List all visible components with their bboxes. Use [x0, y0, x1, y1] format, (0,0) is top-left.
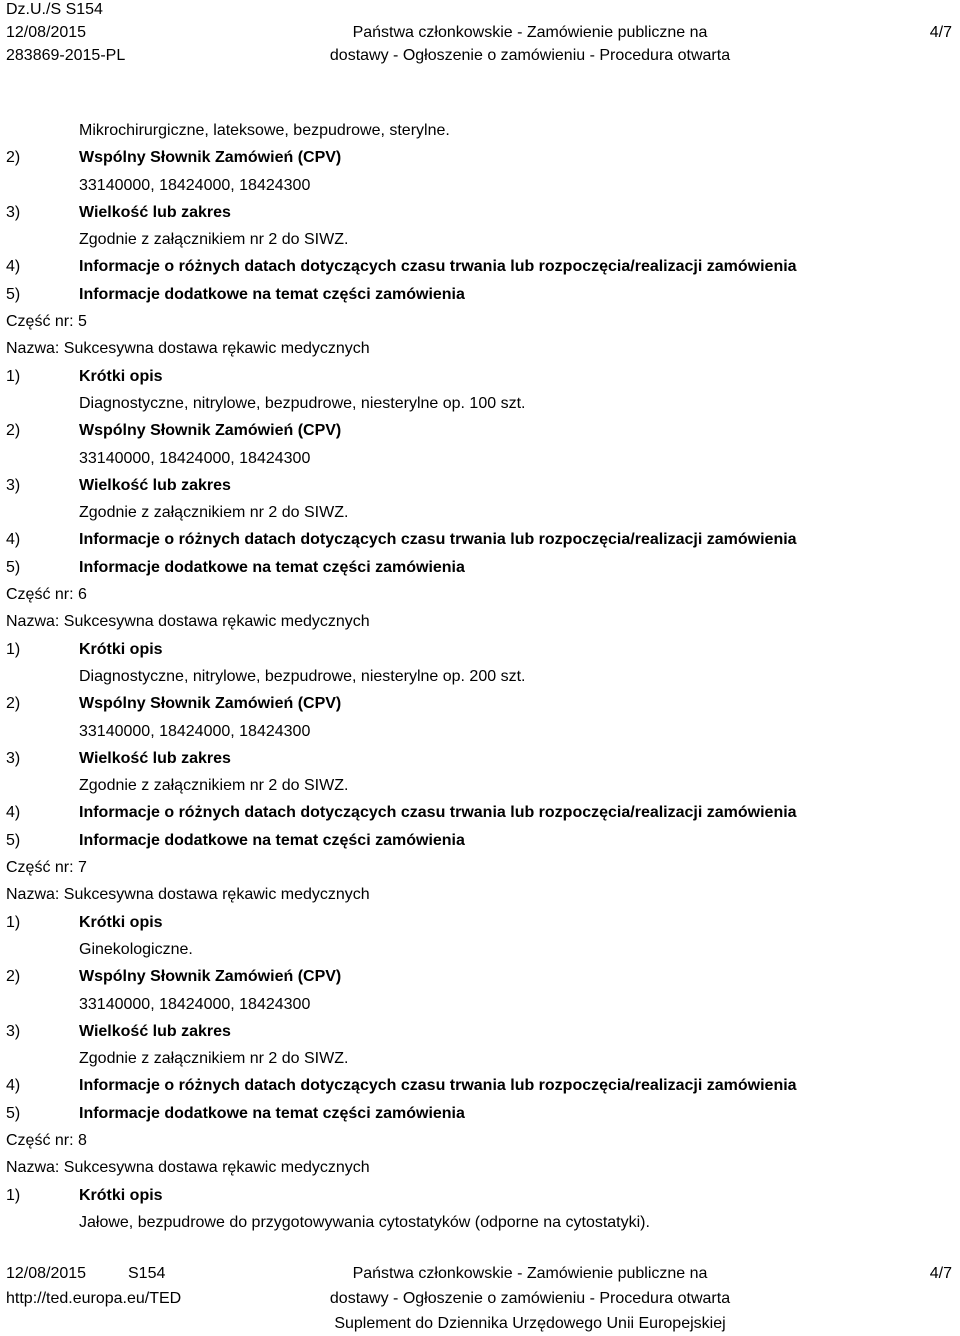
header-title-line2: dostawy - Ogłoszenie o zamówieniu - Procedura otwarta — [329, 47, 731, 64]
item-value: Zgodnie z załącznikiem nr 2 do SIWZ. — [79, 1050, 349, 1068]
item-heading — [6, 1100, 946, 1127]
item-heading — [6, 472, 946, 499]
item-title: Informacje o różnych datach dotyczących czasu trwania lub rozpoczęcia/realizacji zamówienia — [79, 804, 797, 822]
item-heading — [6, 745, 946, 772]
footer-url: http://ted.europa.eu/TED — [6, 1290, 182, 1307]
item-number: 3) — [6, 1022, 21, 1040]
item-title: Informacje dodatkowe na temat części zamówienia — [79, 285, 465, 303]
item-value: Zgodnie z załącznikiem nr 2 do SIWZ. — [79, 231, 349, 249]
item-title: Wielkość lub zakres — [79, 1022, 231, 1040]
item-heading — [6, 144, 946, 171]
item-number: 5) — [6, 1104, 21, 1122]
item-title: Informacje dodatkowe na temat części zamówienia — [79, 1104, 465, 1122]
item-heading — [6, 799, 946, 826]
item-number: 3) — [6, 749, 21, 767]
item-number: 5) — [6, 831, 21, 849]
item-value: Zgodnie z załącznikiem nr 2 do SIWZ. — [79, 504, 349, 522]
item-title: Informacje dodatkowe na temat części zamówienia — [79, 558, 465, 576]
item-title: Krótki opis — [79, 913, 163, 931]
item-number: 4) — [6, 804, 21, 822]
item-number: 1) — [6, 367, 21, 385]
item-title: Krótki opis — [79, 367, 163, 385]
item-heading — [6, 690, 946, 717]
item-number: 3) — [6, 476, 21, 494]
item-number: 4) — [6, 258, 21, 276]
page-footer — [0, 1262, 960, 1334]
item-title: Wielkość lub zakres — [79, 749, 231, 767]
item-title: Informacje o różnych datach dotyczących czasu trwania lub rozpoczęcia/realizacji zamówienia — [79, 1077, 797, 1095]
item-heading — [6, 827, 946, 854]
item-number: 1) — [6, 640, 21, 658]
item-number: 4) — [6, 531, 21, 549]
continued-description: Mikrochirurgiczne, lateksowe, bezpudrowe, sterylne. — [79, 122, 450, 139]
item-title: Wspólny Słownik Zamówień (CPV) — [79, 968, 342, 986]
item-title: Krótki opis — [79, 1186, 163, 1204]
item-heading — [6, 554, 946, 581]
item-number: 2) — [6, 149, 21, 167]
item-number: 2) — [6, 422, 21, 440]
item-number: 3) — [6, 203, 21, 221]
item-number: 1) — [6, 1186, 21, 1204]
item-heading — [6, 417, 946, 444]
item-title: Wspólny Słownik Zamówień (CPV) — [79, 422, 342, 440]
item-number: 2) — [6, 968, 21, 986]
item-heading — [6, 253, 946, 280]
item-heading — [6, 281, 946, 308]
item-heading — [6, 636, 946, 663]
page-header — [0, 0, 960, 72]
header-title-line1: Państwa członkowskie - Zamówienie publiczne na — [352, 24, 708, 41]
part-number: Część nr: 5 — [6, 313, 87, 331]
item-number: 5) — [6, 285, 21, 303]
item-number: 2) — [6, 695, 21, 713]
item-value: Jałowe, bezpudrowe do przygotowywania cytostatyków (odporne na cytostatyki). — [79, 1213, 650, 1231]
part-name: Nazwa: Sukcesywna dostawa rękawic medycznych — [6, 340, 370, 358]
item-heading — [6, 363, 946, 390]
footer-title-line2: dostawy - Ogłoszenie o zamówieniu - Procedura otwarta — [329, 1290, 731, 1307]
header-doc-id: 283869-2015-PL — [6, 47, 126, 64]
item-title: Wspólny Słownik Zamówień (CPV) — [79, 149, 342, 167]
item-title: Wielkość lub zakres — [79, 476, 231, 494]
document-body — [6, 117, 946, 1236]
header-journal: Dz.U./S S154 — [6, 1, 103, 18]
item-heading — [6, 909, 946, 936]
item-title: Informacje dodatkowe na temat części zamówienia — [79, 831, 465, 849]
item-heading — [6, 1018, 946, 1045]
part-number: Część nr: 7 — [6, 859, 87, 877]
header-page-number: 4/7 — [929, 24, 952, 41]
part-name: Nazwa: Sukcesywna dostawa rękawic medycznych — [6, 613, 370, 631]
item-value: Zgodnie z załącznikiem nr 2 do SIWZ. — [79, 777, 349, 795]
item-title: Wspólny Słownik Zamówień (CPV) — [79, 695, 342, 713]
item-title: Informacje o różnych datach dotyczących czasu trwania lub rozpoczęcia/realizacji zamówienia — [79, 531, 797, 549]
footer-supplement: Suplement do Dziennika Urzędowego Unii Europejskiej — [334, 1315, 726, 1332]
item-number: 4) — [6, 1077, 21, 1095]
item-heading — [6, 1072, 946, 1099]
footer-series: S154 — [128, 1265, 166, 1282]
item-heading — [6, 963, 946, 990]
part-number: Część nr: 6 — [6, 586, 87, 604]
item-value: Diagnostyczne, nitrylowe, bezpudrowe, niesterylne op. 100 szt. — [79, 394, 526, 412]
item-value: 33140000, 18424000, 18424300 — [79, 449, 311, 467]
item-heading — [6, 199, 946, 226]
item-value: 33140000, 18424000, 18424300 — [79, 176, 311, 194]
part-number: Część nr: 8 — [6, 1131, 87, 1149]
footer-date: 12/08/2015 — [6, 1265, 87, 1282]
part-name: Nazwa: Sukcesywna dostawa rękawic medycznych — [6, 1159, 370, 1177]
item-title: Wielkość lub zakres — [79, 203, 231, 221]
item-number: 1) — [6, 913, 21, 931]
footer-title-line1: Państwa członkowskie - Zamówienie publiczne na — [352, 1265, 708, 1282]
item-value: Ginekologiczne. — [79, 940, 193, 958]
item-number: 5) — [6, 558, 21, 576]
item-title: Informacje o różnych datach dotyczących czasu trwania lub rozpoczęcia/realizacji zamówienia — [79, 258, 797, 276]
header-date: 12/08/2015 — [6, 24, 87, 41]
item-title: Krótki opis — [79, 640, 163, 658]
footer-page-number: 4/7 — [929, 1265, 952, 1282]
item-value: 33140000, 18424000, 18424300 — [79, 722, 311, 740]
item-value: 33140000, 18424000, 18424300 — [79, 995, 311, 1013]
item-heading — [6, 1182, 946, 1209]
item-heading — [6, 526, 946, 553]
item-value: Diagnostyczne, nitrylowe, bezpudrowe, niesterylne op. 200 szt. — [79, 667, 526, 685]
part-name: Nazwa: Sukcesywna dostawa rękawic medycznych — [6, 886, 370, 904]
